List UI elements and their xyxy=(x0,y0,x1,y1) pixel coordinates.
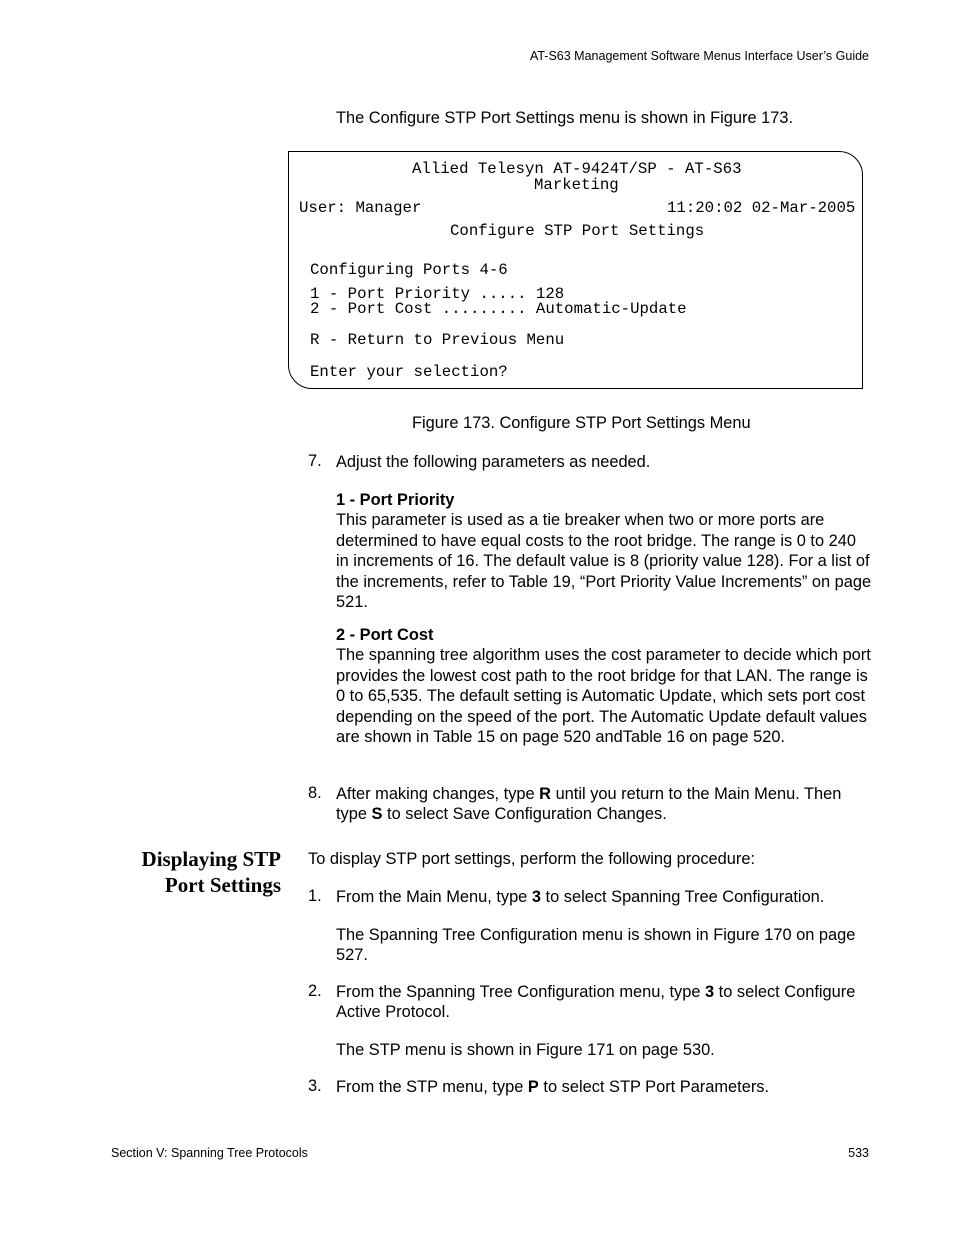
step-text xyxy=(336,1077,872,1097)
param-port-cost xyxy=(336,625,872,747)
text-run: From the Main Menu, type xyxy=(336,888,532,906)
terminal-subtitle: Marketing xyxy=(534,176,619,194)
terminal-menu-title: Configure STP Port Settings xyxy=(450,222,705,240)
text-run: to select Configure Active Protocol. xyxy=(336,983,856,1022)
terminal-user: User: Manager xyxy=(299,199,422,217)
step-text xyxy=(336,982,872,1023)
key-letter: R xyxy=(539,785,552,803)
terminal-screen xyxy=(288,151,863,389)
text-run: to select Save Configuration Changes. xyxy=(382,805,667,824)
section-heading xyxy=(142,846,281,898)
step-note: The STP menu is shown in Figure 171 on page 530. xyxy=(336,1041,715,1059)
key-letter: 3 xyxy=(531,888,541,906)
text-run: From the STP menu, type xyxy=(336,1078,528,1096)
step-number: 1. xyxy=(308,887,322,905)
terminal-title: Allied Telesyn AT-9424T/SP - AT-S63 xyxy=(412,160,742,178)
terminal-configuring: Configuring Ports 4-6 xyxy=(310,261,508,279)
param-title: 2 - Port Cost xyxy=(336,626,434,644)
running-header: AT-S63 Management Software Menus Interface User’s Guide xyxy=(529,49,869,63)
step-text xyxy=(336,887,872,907)
terminal-option-return: R - Return to Previous Menu xyxy=(310,331,565,349)
param-port-priority xyxy=(336,490,872,612)
step-number: 7. xyxy=(308,452,322,470)
key-letter: S xyxy=(371,805,383,824)
terminal-option-port-priority: 1 - Port Priority ..... 128 xyxy=(310,285,565,303)
section-heading-line: Port Settings xyxy=(164,873,281,897)
key-letter: P xyxy=(527,1078,539,1096)
step-number: 2. xyxy=(308,982,322,1000)
footer-section: Section V: Spanning Tree Protocols xyxy=(111,1146,308,1160)
figure-caption: Figure 173. Configure STP Port Settings Menu xyxy=(412,414,751,432)
text-run: After making changes, type xyxy=(336,785,540,803)
param-description: The spanning tree algorithm uses the cost parameter to decide which port provides the lowest cost path to the root bridge for that LAN. The range is 0 to 65,535. The default setting is Automatic Update, which sets port cost depending on the speed of the port. The Automatic Update default values are shown in Table 15 on page 520 andTable 16 on page 520. xyxy=(336,646,871,747)
step-note: The Spanning Tree Configuration menu is shown in Figure 170 on page 527. xyxy=(336,926,856,965)
text-run: to select STP Port Parameters. xyxy=(538,1078,770,1096)
step-number: 3. xyxy=(308,1077,322,1095)
step-number: 8. xyxy=(308,784,322,802)
text-run: until you return to the Main Menu. Then type xyxy=(336,785,842,824)
terminal-option-port-cost: 2 - Port Cost ......... Automatic-Update xyxy=(310,300,687,318)
text-run: From the Spanning Tree Configuration menu, type xyxy=(336,983,705,1001)
step-text xyxy=(336,784,872,825)
step-text: Adjust the following parameters as needed. xyxy=(336,453,651,471)
intro-text: The Configure STP Port Settings menu is shown in Figure 173. xyxy=(336,109,794,127)
text-run: to select Spanning Tree Configuration. xyxy=(540,888,825,906)
param-title: 1 - Port Priority xyxy=(336,491,455,509)
terminal-datetime: 11:20:02 02-Mar-2005 xyxy=(667,199,856,217)
param-description: This parameter is used as a tie breaker when two or more ports are determined to have equal costs to the root bridge. The range is 0 to 240 in increments of 16. The default value is 8 (priority value 128). For a list of the increments, refer to Table 19, “Port Priority Value Increments” on page 521. xyxy=(336,511,872,612)
section-intro: To display STP port settings, perform the following procedure: xyxy=(308,850,756,868)
page-number: 533 xyxy=(848,1146,869,1160)
section-heading-line: Displaying STP xyxy=(141,847,281,871)
key-letter: 3 xyxy=(705,983,715,1001)
terminal-prompt: Enter your selection? xyxy=(310,363,508,381)
